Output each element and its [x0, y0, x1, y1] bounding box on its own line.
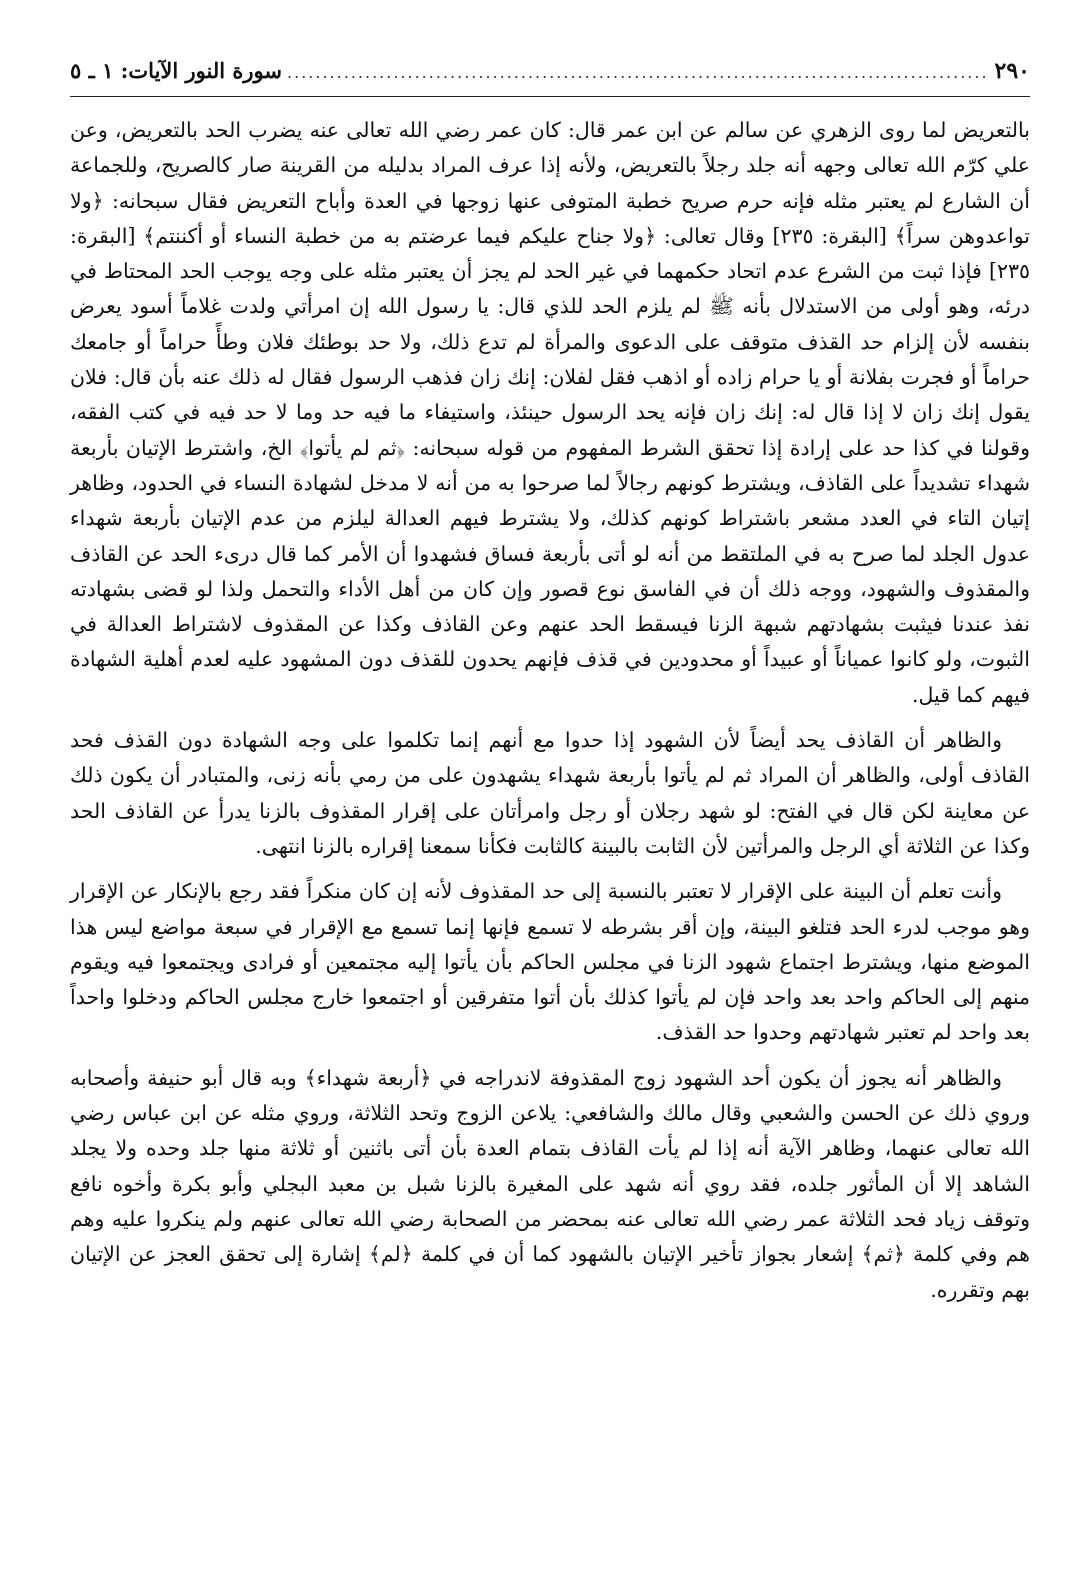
chapter-title: سورة النور الآيات: ١ ـ ٥: [70, 58, 282, 83]
paragraph-3: وأنت تعلم أن البينة على الإقرار لا تعتبر بالنسبة إلى حد المقذوف لأنه إن كان منكراً فقد رجع بالإنكار عن الإقرار وهو موجب لدرء الحد فتلغو البينة، وإن أقر بشرطه لا تسمع فإنها إنما تسمع مع الإقرار في سبعة مواضع ليس هذا الموضع منها، ويشترط اجتماع شهود الزنا في مجلس الحاكم بأن يأتوا إليه مجتمعين أو فرادى ويجتمعوا فيه ويقوم منهم إلى الحاكم واحد بعد واحد فإن لم يأتوا كذلك بأن أتوا متفرقين أو اجتمعوا خارج مجلس الحاكم ودخلوا واحداً بعد واحد لم تعتبر شهادتهم وحدوا حد القذف.: [70, 879, 1030, 1045]
running-header: [70, 58, 1030, 97]
paragraph-2: والظاهر أن القاذف يحد أيضاً لأن الشهود إذا حدوا مع أنهم إنما تكلموا على وجه الشهادة دون القذف فحد القاذف أولى، والظاهر أن المراد ثم لم يأتوا بأربعة شهداء يشهدون على من رمي بأنه زنى، والمتبادر أن يكون ذلك عن معاينة لكن قال في الفتح: لو شهد رجلان أو رجل وامرأتان على إقرار المقذوف بالزنا يدرأ عن القاذف الحد وكذا عن الثلاثة أي الرجل والمرأتين لأن الثابت بالبينة كالثابت فكأنا سمعنا إقراره بالزنا انتهى.: [70, 728, 1030, 858]
paragraph-1: بالتعريض لما روى الزهري عن سالم عن ابن عمر قال: كان عمر رضي الله تعالى عنه يضرب الحد بالتعريض، وعن علي كرّم الله تعالى وجهه أنه جلد رجلاً بالتعريض، ولأنه إذا عرف المراد بدليله من القرينة صار كالصريح، وللجماعة أن الشارع لم يعتبر مثله فإنه حرم صريح خطبة المتوفى عنها زوجها في العدة وأباح التعريض فقال سبحانه: ﴿ولا تواعدوهن سراً﴾ [البقرة: ٢٣٥] وقال تعالى: ﴿ولا جناح عليكم فيما عرضتم به من خطبة النساء أو أكننتم﴾ [البقرة: ٢٣٥] فإذا ثبت من الشرع عدم اتحاد حكمهما في غير الحد لم يجز أن يعتبر مثله على وجه يوجب الحد المحتاط في درئه، وهو أولى من الاستدلال بأنه ﷺ لم يلزم الحد للذي قال: يا رسول الله إن امرأتي ولدت غلاماً أسود يعرض بنفسه لأن إلزام حد القذف متوقف على الدعوى والمرأة لم تدع ذلك، ولا حد بوطئك فلان وطأً حراماً أو جامعك حراماً أو فجرت بفلانة أو يا حرام زاده أو اذهب فقل لفلان: إنك زان فذهب الرسول فقال له ذلك عنه بأن قال: فلان يقول إنك زان لا إذا قال له: إنك زان فإنه يحد الرسول حينئذ، واستيفاء ما فيه حد وما لا حد فيه في كتب الفقه، وقولنا في كذا حد على إرادة إذا تحقق الشرط المفهوم من قوله سبحانه: ﴿ثم لم يأتوا﴾ الخ، واشترط الإتيان بأربعة شهداء تشديداً على القاذف، ويشترط كونهم رجالاً لما صرحوا به من أنه لا مدخل لشهادة النساء في الحدود، وظاهر إتيان التاء في العدد مشعر باشتراط كونهم كذلك، ولا يشترط فيهم العدالة ليلزم من عدم الإتيان بأربعة شهداء عدول الجلد لما صرح به في الملتقط من أنه لو أتى بأربعة فساق فشهدوا أن الأمر كما قال درىء الحد عن القاذف والمقذوف والشهود، ووجه ذلك أن في الفاسق نوع قصور وإن كان من أهل الأداء والتحمل ولذا لو قضى بشهادته نفذ عندنا فيثبت بشهادتهم شبهة الزنا فيسقط الحد عنهم وعن القاذف وكذا عن المقذوف لاشتراط العدالة في الثبوت، ولو كانوا عمياناً أو عبيداً أو محدودين في قذف فإنهم يحدون للقذف دون المشهود عليه لعدم أهلية الشهادة فيهم كما قيل.: [70, 118, 1030, 707]
paragraph-4: والظاهر أنه يجوز أن يكون أحد الشهود زوج المقذوفة لاندراجه في ﴿أربعة شهداء﴾ وبه قال أبو حنيفة وأصحابه وروي ذلك عن الحسن والشعبي وقال مالك والشافعي: يلاعن الزوج وتحد الثلاثة، وروي مثله عن ابن عباس رضي الله تعالى عنهما، وظاهر الآية أنه إذا لم يأت القاذف بتمام العدة بأن أتى باثنين أو ثلاثة منها جلد وحده ولا يجلد الشاهد إلا أن المأثور جلده، فقد روي أنه شهد على المغيرة بالزنا شبل بن معبد البجلي وأبو بكرة وأخوه نافع وتوقف زياد فحد الثلاثة عمر رضي الله تعالى عنه بمحضر من الصحابة رضي الله تعالى عنهم ولم ينكروا عليه وهم هم وفي كلمة ﴿ثم﴾ إشعار بجواز تأخير الإتيان بالشهود كما أن في كلمة ﴿لم﴾ إشارة إلى تحقق العجز عن الإتيان بهم وتقرره.: [70, 1065, 1030, 1302]
page: [70, 58, 1030, 1318]
body-text: [70, 113, 1030, 1308]
page-number: ٢٩٠: [994, 58, 1030, 84]
leader-dots: [286, 63, 989, 83]
